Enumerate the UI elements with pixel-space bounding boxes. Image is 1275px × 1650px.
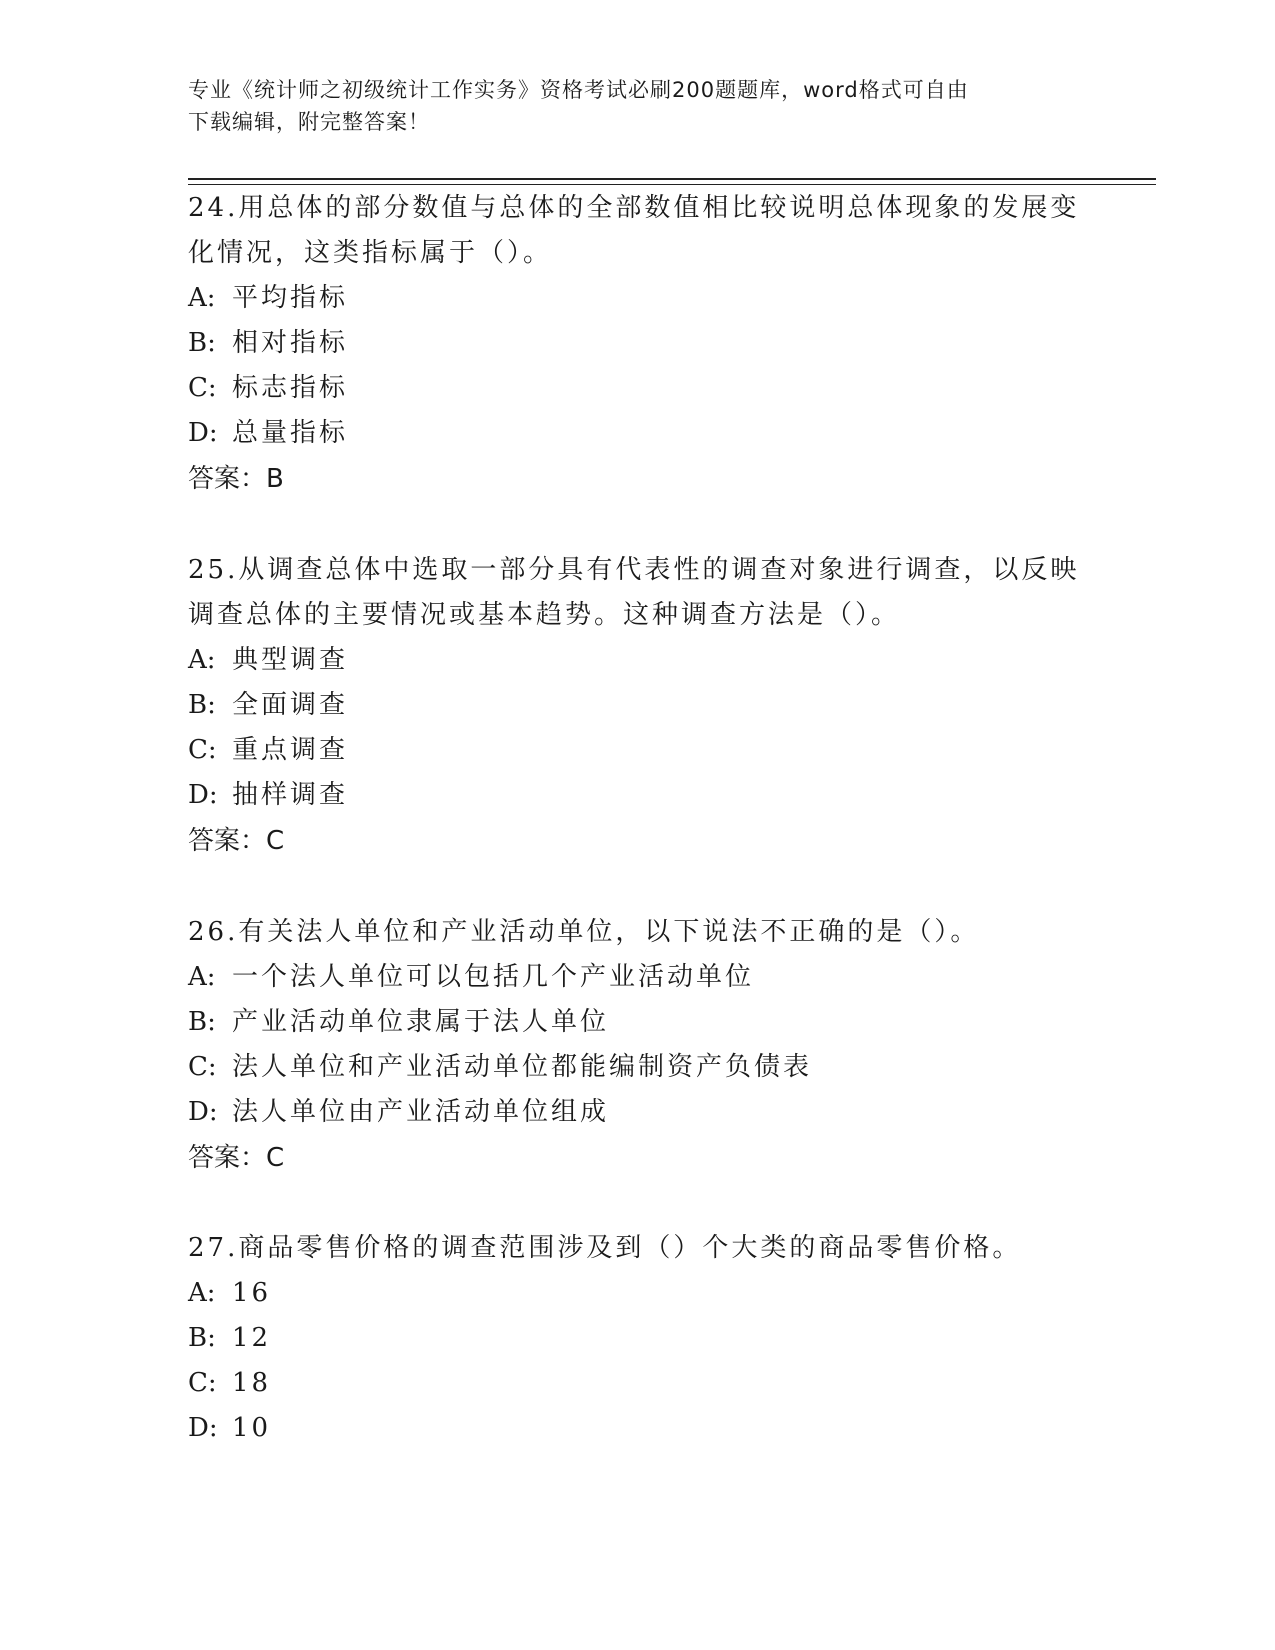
option-key: D: xyxy=(188,780,218,810)
answer-text: 答案：B xyxy=(188,464,284,494)
option-text: 18 xyxy=(232,1368,272,1398)
option-d xyxy=(188,773,1088,818)
option-c xyxy=(188,366,1088,411)
option-a xyxy=(188,276,1088,321)
option-d xyxy=(188,1406,1088,1451)
question-25 xyxy=(188,548,1088,864)
option-text: 16 xyxy=(232,1278,272,1308)
option-b xyxy=(188,683,1088,728)
option-key: A: xyxy=(188,962,216,992)
option-a xyxy=(188,638,1088,683)
option-text: 12 xyxy=(232,1323,272,1353)
document-header xyxy=(188,74,1088,138)
option-text: 典型调查 xyxy=(232,645,349,675)
option-text: 相对指标 xyxy=(232,328,349,358)
question-stem-line-1: 26.有关法人单位和产业活动单位，以下说法不正确的是（）。 xyxy=(188,917,980,947)
option-d xyxy=(188,411,1088,456)
option-d xyxy=(188,1090,1088,1135)
question-stem-line-1: 24.用总体的部分数值与总体的全部数值相比较说明总体现象的发展变 xyxy=(188,193,1080,223)
option-text: 10 xyxy=(232,1413,272,1443)
header-line-2: 下载编辑，附完整答案！ xyxy=(188,110,430,134)
option-text: 总量指标 xyxy=(232,418,349,448)
option-key: D: xyxy=(188,1097,218,1127)
option-key: A: xyxy=(188,1278,216,1308)
question-stem-line-1: 27.商品零售价格的调查范围涉及到（）个大类的商品零售价格。 xyxy=(188,1233,1022,1263)
question-26 xyxy=(188,910,1088,1181)
option-key: C: xyxy=(188,735,217,765)
option-key: A: xyxy=(188,283,216,313)
option-text: 法人单位由产业活动单位组成 xyxy=(232,1097,610,1127)
option-c xyxy=(188,1361,1088,1406)
question-stem-line-1: 25.从调查总体中选取一部分具有代表性的调查对象进行调查，以反映 xyxy=(188,555,1080,585)
header-rule-thin xyxy=(188,184,1156,185)
option-key: B: xyxy=(188,328,216,358)
option-key: B: xyxy=(188,1323,216,1353)
option-a xyxy=(188,1271,1088,1316)
option-c xyxy=(188,1045,1088,1090)
option-text: 法人单位和产业活动单位都能编制资产负债表 xyxy=(232,1052,813,1082)
option-b xyxy=(188,1316,1088,1361)
option-text: 抽样调查 xyxy=(232,780,349,810)
option-key: B: xyxy=(188,1007,216,1037)
option-b xyxy=(188,321,1088,366)
option-key: C: xyxy=(188,1368,217,1398)
question-stem-line-2: 化情况，这类指标属于（）。 xyxy=(188,238,553,268)
answer-text: 答案：C xyxy=(188,826,285,856)
option-key: B: xyxy=(188,690,216,720)
option-key: C: xyxy=(188,373,217,403)
option-text: 平均指标 xyxy=(232,283,349,313)
question-27 xyxy=(188,1226,1088,1451)
header-rule-thick xyxy=(188,178,1156,180)
option-key: D: xyxy=(188,418,218,448)
header-line-1: 专业《统计师之初级统计工作实务》资格考试必刷200题题库，word格式可自由 xyxy=(188,78,969,102)
option-text: 重点调查 xyxy=(232,735,349,765)
question-24 xyxy=(188,186,1088,502)
option-b xyxy=(188,1000,1088,1045)
option-text: 一个法人单位可以包括几个产业活动单位 xyxy=(232,962,755,992)
option-key: A: xyxy=(188,645,216,675)
option-text: 标志指标 xyxy=(232,373,349,403)
option-c xyxy=(188,728,1088,773)
option-key: D: xyxy=(188,1413,218,1443)
option-key: C: xyxy=(188,1052,217,1082)
option-text: 全面调查 xyxy=(232,690,349,720)
option-text: 产业活动单位隶属于法人单位 xyxy=(232,1007,610,1037)
option-a xyxy=(188,955,1088,1000)
answer-text: 答案：C xyxy=(188,1143,285,1173)
question-stem-line-2: 调查总体的主要情况或基本趋势。这种调查方法是（）。 xyxy=(188,600,901,630)
